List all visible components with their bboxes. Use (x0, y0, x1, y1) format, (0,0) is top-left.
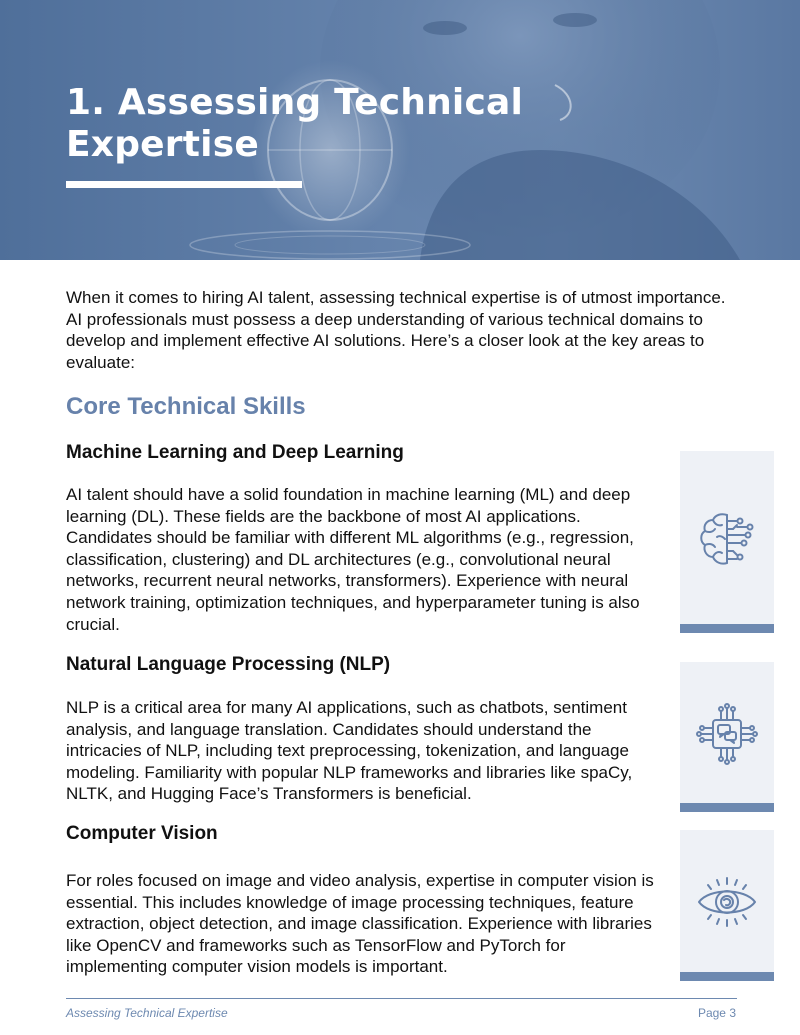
ml-dl-icon-card (680, 451, 774, 633)
nlp-paragraph: NLP is a critical area for many AI applications, such as chatbots, sentiment analysis, and language translation. Candidates should understand the intricacies of NLP, including text preprocessing, tokenization, and language modeling. Familiarity with popular NLP frameworks and libraries like spaCy, NLTK, and Hugging Face’s Transformers is beneficial. (66, 698, 633, 804)
nlp-icon-card (680, 662, 774, 812)
cv-icon-card (680, 830, 774, 981)
card-accent-bar (680, 803, 774, 812)
footer-divider (66, 998, 737, 999)
cv-paragraph: For roles focused on image and video analysis, expertise in computer vision is essential. This includes knowledge of image processing techniques, feature extraction, object detection, and image classification. Experience with libraries like OpenCV and frameworks such as TensorFlow and PyTorch for implementing computer vision models is important. (66, 871, 654, 977)
footer-section-title: Assessing Technical Expertise (66, 1006, 228, 1020)
page-title: 1. Assessing Technical Expertise (66, 82, 524, 165)
ml-dl-paragraph: AI talent should have a solid foundation in machine learning (ML) and deep learning (DL). These fields are the backbone of most AI applications. Candidates should be familiar with different ML algorithms (e.g., regression, classification, clustering) and DL architectures (e.g., convolutional neural networks, recurrent neural networks, transformers). Experience with neural network training, optimization techniques, and hyperparameter tuning is also crucial. (66, 485, 640, 634)
section-heading: Core Technical Skills (66, 393, 306, 420)
header-banner (0, 0, 800, 260)
nlp-heading: Natural Language Processing (NLP) (66, 654, 391, 675)
page-number: Page 3 (697, 1006, 736, 1020)
ml-dl-heading: Machine Learning and Deep Learning (66, 442, 404, 463)
card-accent-bar (680, 624, 774, 633)
brain-circuit-icon (695, 507, 759, 571)
cv-heading: Computer Vision (66, 823, 218, 844)
title-underline (66, 181, 302, 188)
eye-circuit-icon (695, 870, 759, 934)
intro-paragraph: When it comes to hiring AI talent, assessing technical expertise is of utmost importance. AI professionals must possess a deep understanding of various technical domains to develop and implement effective AI solutions. Here’s a closer look at the key areas to evaluate: (66, 288, 726, 372)
chip-chat-icon (695, 702, 759, 766)
card-accent-bar (680, 972, 774, 981)
